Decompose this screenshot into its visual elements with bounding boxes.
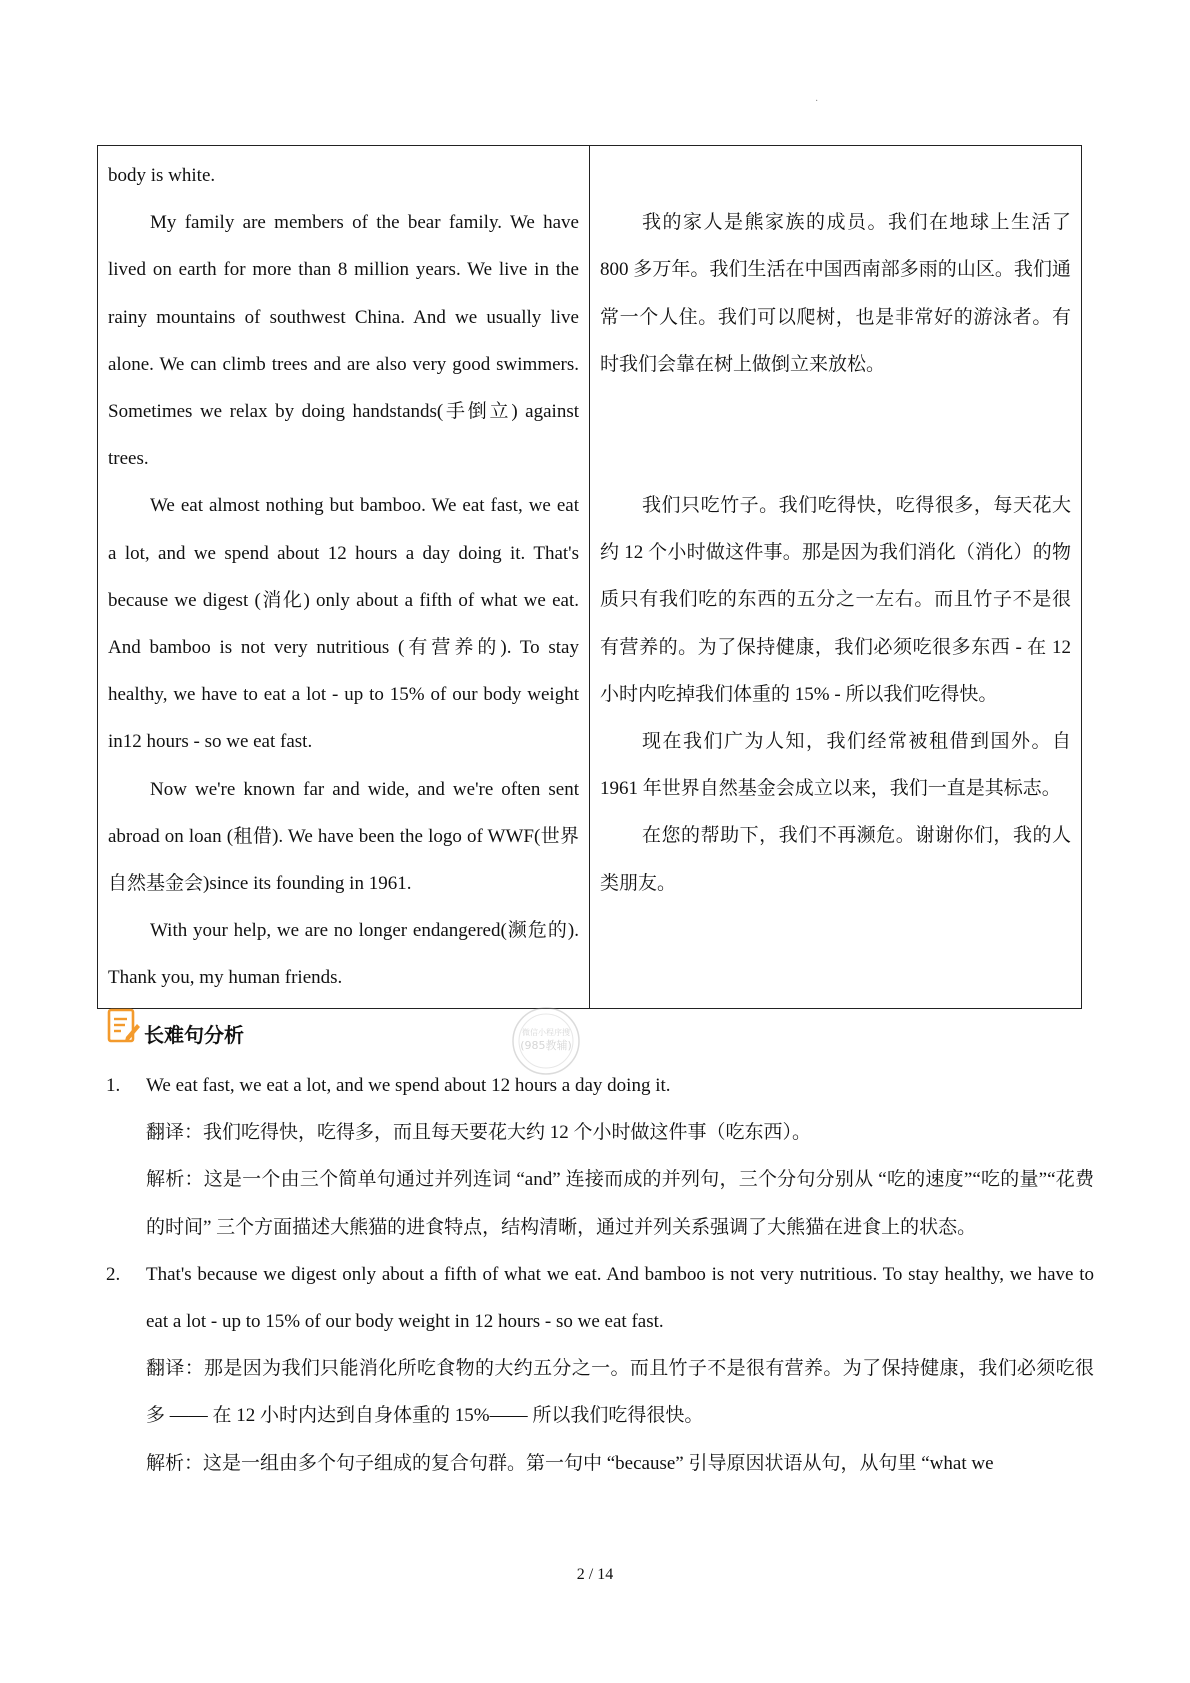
english-paragraph: body is white. <box>108 165 216 186</box>
bilingual-text-table <box>97 145 1082 1009</box>
watermark-text: 微信小程序搜 <box>522 1028 570 1037</box>
watermark-text: (985教辅) <box>520 1039 572 1052</box>
header-mark: · <box>815 96 819 107</box>
translation-text: 翻译：那是因为我们只能消化所吃食物的大约五分之一。而且竹子不是很有营养。为了保持健康，我们必须吃很多 —— 在 12 小时内达到自身体重的 15%—— 所以我们吃得很快。 <box>146 1358 1094 1427</box>
english-paragraph: We eat almost nothing but bamboo. We eat fast, we eat a lot, and we spend about 12 hours a day doing it. That's because we digest (消化) only about a fifth of what we eat. And bamboo is not very nutritious (有营养的). To stay healthy, we have to eat a lot - up to 15% of our body weight in12 hours - so we eat fast. <box>108 495 579 753</box>
chinese-paragraph: 我们只吃竹子。我们吃得快，吃得很多，每天花大约 12 个小时做这件事。那是因为我们消化（消化）的物质只有我们吃的东西的五分之一左右。而且竹子不是很有营养的。为了保持健康，我们必须吃很多东西 - 在 12 小时内吃掉我们体重的 15% - 所以我们吃得快。 <box>600 495 1071 705</box>
section-title: 长难句分析 <box>144 1022 244 1047</box>
english-column <box>98 146 590 1009</box>
explanation-text: 解析：这是一组由多个句子组成的复合句群。第一句中 “because” 引导原因状语从句，从句里 “what we <box>146 1452 994 1474</box>
analysis-item <box>106 1251 1094 1487</box>
example-sentence: That's because we digest only about a fifth of what we eat. And bamboo is not very nutritious. To stay healthy, we have to eat a lot - up to 15% of our body weight in 12 hours - so we eat fast. <box>146 1263 1094 1333</box>
english-paragraph: Now we're known far and wide, and we're often sent abroad on loan (租借). We have been the logo of WWF(世界自然基金会)since its founding in 1961. <box>108 778 579 895</box>
notepad-pencil-icon <box>106 1006 140 1046</box>
paragraph-gap <box>600 388 1071 482</box>
explanation-text: 解析：这是一个由三个简单句通过并列连词 “and” 连接而成的并列句，三个分句分别从 “吃的速度”“吃的量”“花费的时间” 三个方面描述大熊猫的进食特点，结构清晰，通过并列关系强调了大熊猫在进食上的状态。 <box>146 1169 1094 1238</box>
translation-text: 翻译：我们吃得快，吃得多，而且每天要花大约 12 个小时做这件事（吃东西）。 <box>146 1122 812 1144</box>
english-paragraph: With your help, we are no longer endangered(濒危的). Thank you, my human friends. <box>108 920 579 989</box>
chinese-paragraph: 在您的帮助下，我们不再濒危。谢谢你们，我的人类朋友。 <box>600 825 1071 894</box>
item-number: 2. <box>106 1263 121 1285</box>
section-heading <box>106 1003 244 1049</box>
sentence-analysis-list <box>106 1062 1094 1487</box>
page-number: 2 / 14 <box>576 1566 614 1583</box>
item-number: 1. <box>106 1075 121 1096</box>
english-paragraph: My family are members of the bear family. We have lived on earth for more than 8 million years. We live in the rainy mountains of southwest China. And we usually live alone. We can climb trees and are also very good swimmers. Sometimes we relax by doing handstands(手倒立) against trees. <box>108 212 579 470</box>
analysis-item <box>106 1062 1094 1251</box>
chinese-paragraph: 我的家人是熊家族的成员。我们在地球上生活了 800 多万年。我们生活在中国西南部多雨的山区。我们通常一个人住。我们可以爬树，也是非常好的游泳者。有时我们会靠在树上做倒立来放松。 <box>600 212 1071 375</box>
table-row <box>98 146 1082 1009</box>
example-sentence: We eat fast, we eat a lot, and we spend about 12 hours a day doing it. <box>146 1075 671 1096</box>
chinese-paragraph: 现在我们广为人知，我们经常被租借到国外。自 1961 年世界自然基金会成立以来，我们一直是其标志。 <box>600 731 1071 800</box>
blank-line <box>600 152 1071 199</box>
chinese-column <box>590 146 1082 1009</box>
